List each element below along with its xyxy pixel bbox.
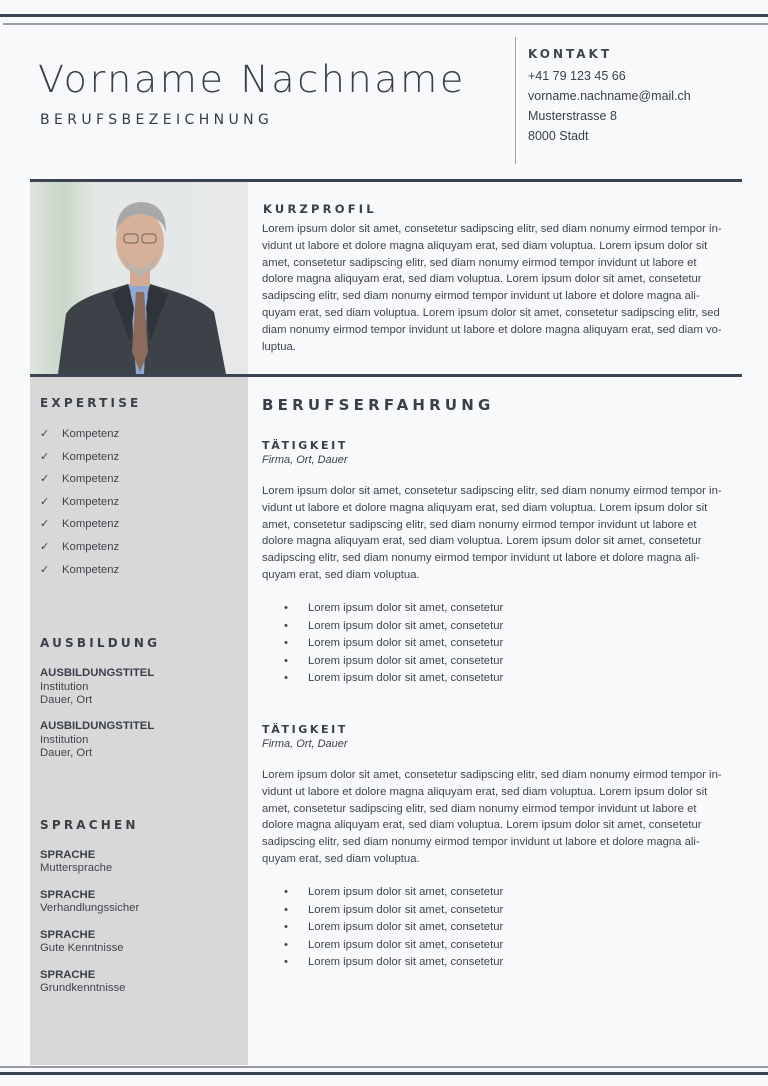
bullet-item bbox=[284, 954, 503, 972]
experience-heading: BERUFSERFAHRUNG bbox=[262, 396, 495, 414]
job-bullet-list bbox=[284, 600, 503, 688]
expertise-item bbox=[40, 540, 119, 553]
education-details: Dauer, Ort bbox=[40, 747, 93, 759]
bullet-icon: • bbox=[284, 886, 288, 898]
check-icon: ✓ bbox=[40, 564, 50, 576]
job-title: TÄTIGKEIT bbox=[262, 439, 348, 452]
contact-email[interactable]: vorname.nachname@mail.ch bbox=[528, 89, 691, 103]
job-line: amet, consetetur sadipscing elitr, sed diam nonumy eirmod tempor invidunt ut labore et bbox=[262, 518, 697, 531]
profile-line: amet, consetetur sadipscing elitr, sed diam nonumy eirmod tempor invidunt ut labore et bbox=[262, 256, 697, 269]
language-title: SPRACHE bbox=[40, 889, 96, 901]
bullet-text: Lorem ipsum dolor sit amet, consetetur bbox=[308, 602, 504, 614]
job-line: sadipscing elitr, sed diam nonumy eirmod tempor invidunt ut labore et dolore magna ali- bbox=[262, 552, 700, 565]
education-institution: Institution bbox=[40, 734, 89, 746]
education-details: Dauer, Ort bbox=[40, 694, 93, 706]
language-title: SPRACHE bbox=[40, 929, 96, 941]
bullet-icon: • bbox=[284, 602, 288, 614]
contact-street: Musterstrasse 8 bbox=[528, 109, 617, 123]
expertise-item bbox=[40, 472, 119, 485]
bottom-rule-gray bbox=[0, 1066, 768, 1068]
bullet-item bbox=[284, 653, 503, 671]
job-line: sadipscing elitr, sed diam nonumy eirmod tempor invidunt ut labore et dolore magna ali- bbox=[262, 836, 700, 849]
bullet-icon: • bbox=[284, 637, 288, 649]
expertise-label: Kompetenz bbox=[62, 496, 120, 508]
bullet-text: Lorem ipsum dolor sit amet, consetetur bbox=[308, 921, 504, 933]
bullet-item bbox=[284, 600, 503, 618]
profile-line: diam nonumy eirmod tempor invidunt ut labore et dolore magna aliquyam erat, sed diam vo- bbox=[262, 323, 722, 336]
expertise-label: Kompetenz bbox=[62, 518, 120, 530]
job-line: vidunt ut labore et dolore magna aliquyam erat, sed diam voluptua. Lorem ipsum dolor sit bbox=[262, 785, 708, 798]
bullet-item bbox=[284, 635, 503, 653]
profile-line: dolore magna aliquyam erat, sed diam voluptua. Lorem ipsum dolor sit amet, consetetur bbox=[262, 273, 702, 286]
job-subtitle: Firma, Ort, Dauer bbox=[262, 454, 348, 466]
job-description bbox=[262, 483, 742, 584]
expertise-item bbox=[40, 427, 119, 440]
profile-line: vidunt ut labore et dolore magna aliquyam erat, sed diam voluptua. Lorem ipsum dolor sit bbox=[262, 239, 708, 252]
bullet-text: Lorem ipsum dolor sit amet, consetetur bbox=[308, 637, 504, 649]
bullet-item bbox=[284, 618, 503, 636]
education-institution: Institution bbox=[40, 681, 89, 693]
portrait-image bbox=[30, 182, 248, 374]
expertise-item bbox=[40, 495, 119, 508]
bullet-icon: • bbox=[284, 938, 288, 951]
contact-divider bbox=[515, 37, 516, 164]
profile-text bbox=[262, 221, 742, 355]
job-line: vidunt ut labore et dolore magna aliquyam erat, sed diam voluptua. Lorem ipsum dolor sit bbox=[262, 501, 708, 514]
profile-photo bbox=[30, 182, 248, 374]
check-icon: ✓ bbox=[40, 473, 50, 485]
job-line: amet, consetetur sadipscing elitr, sed diam nonumy eirmod tempor invidunt ut labore et bbox=[262, 802, 697, 815]
job-line: Lorem ipsum dolor sit amet, consetetur sadipscing elitr, sed diam nonumy eirmod tempor in- bbox=[262, 769, 722, 781]
profile-line: luptua. bbox=[262, 340, 296, 353]
bullet-text: Lorem ipsum dolor sit amet, consetetur bbox=[308, 956, 504, 968]
applicant-name: Vorname Nachname bbox=[38, 58, 466, 101]
expertise-label: Kompetenz bbox=[62, 451, 120, 463]
job-description bbox=[262, 767, 742, 868]
education-title: AUSBILDUNGSTITEL bbox=[40, 720, 155, 732]
job-subtitle: Firma, Ort, Dauer bbox=[262, 738, 348, 750]
bullet-item bbox=[284, 902, 503, 920]
education-heading: AUSBILDUNG bbox=[40, 636, 161, 650]
bullet-text: Lorem ipsum dolor sit amet, consetetur bbox=[308, 654, 504, 667]
profile-line: quyam erat, sed diam voluptua. Lorem ipsum dolor sit amet, consetetur sadipscing elitr, sed bbox=[262, 306, 720, 319]
language-level: Verhandlungssicher bbox=[40, 902, 140, 914]
contact-city: 8000 Stadt bbox=[528, 129, 589, 143]
profile-heading: KURZPROFIL bbox=[263, 202, 377, 216]
bullet-icon: • bbox=[284, 654, 288, 667]
language-title: SPRACHE bbox=[40, 849, 96, 861]
profile-line: sadipscing elitr, sed diam nonumy eirmod tempor invidunt ut labore et dolore magna ali- bbox=[262, 290, 700, 303]
bullet-icon: • bbox=[284, 921, 288, 933]
bullet-text: Lorem ipsum dolor sit amet, consetetur bbox=[308, 938, 504, 951]
bullet-icon: • bbox=[284, 903, 288, 916]
job-line: dolore magna aliquyam erat, sed diam voluptua. Lorem ipsum dolor sit amet, consetetur bbox=[262, 819, 702, 832]
bullet-icon: • bbox=[284, 619, 288, 632]
bullet-item bbox=[284, 919, 503, 937]
job-line: Lorem ipsum dolor sit amet, consetetur sadipscing elitr, sed diam nonumy eirmod tempor in- bbox=[262, 485, 722, 497]
bullet-item bbox=[284, 884, 503, 902]
top-rule-dark bbox=[0, 14, 768, 17]
check-icon: ✓ bbox=[40, 541, 50, 553]
education-title: AUSBILDUNGSTITEL bbox=[40, 667, 155, 679]
job-title: BERUFSBEZEICHNUNG bbox=[40, 112, 274, 128]
profile-line: Lorem ipsum dolor sit amet, consetetur sadipscing elitr, sed diam nonumy eirmod tempor in- bbox=[262, 223, 722, 235]
language-title: SPRACHE bbox=[40, 969, 96, 981]
expertise-label: Kompetenz bbox=[62, 473, 120, 485]
expertise-label: Kompetenz bbox=[62, 541, 120, 553]
bullet-text: Lorem ipsum dolor sit amet, consetetur bbox=[308, 886, 504, 898]
bottom-rule-dark bbox=[0, 1072, 768, 1075]
expertise-label: Kompetenz bbox=[62, 428, 120, 440]
bullet-text: Lorem ipsum dolor sit amet, consetetur bbox=[308, 619, 504, 632]
language-level: Gute Kenntnisse bbox=[40, 942, 124, 954]
expertise-item bbox=[40, 517, 119, 530]
job-line: dolore magna aliquyam erat, sed diam voluptua. Lorem ipsum dolor sit amet, consetetur bbox=[262, 535, 702, 548]
expertise-item bbox=[40, 450, 119, 463]
expertise-heading: EXPERTISE bbox=[40, 396, 142, 410]
bullet-text: Lorem ipsum dolor sit amet, consetetur bbox=[308, 672, 504, 684]
check-icon: ✓ bbox=[40, 496, 50, 508]
bullet-item bbox=[284, 937, 503, 955]
top-rule-gray bbox=[3, 23, 768, 25]
job-line: quyam erat, sed diam voluptua. bbox=[262, 852, 420, 865]
bullet-text: Lorem ipsum dolor sit amet, consetetur bbox=[308, 903, 504, 916]
contact-heading: KONTAKT bbox=[528, 47, 613, 61]
check-icon: ✓ bbox=[40, 518, 50, 530]
check-icon: ✓ bbox=[40, 428, 50, 440]
bullet-item bbox=[284, 670, 503, 688]
languages-heading: SPRACHEN bbox=[40, 818, 139, 832]
bullet-icon: • bbox=[284, 956, 288, 968]
language-level: Grundkenntnisse bbox=[40, 982, 126, 994]
job-line: quyam erat, sed diam voluptua. bbox=[262, 568, 420, 581]
bullet-icon: • bbox=[284, 672, 288, 684]
language-level: Muttersprache bbox=[40, 862, 113, 874]
job-title: TÄTIGKEIT bbox=[262, 723, 348, 736]
expertise-label: Kompetenz bbox=[62, 564, 120, 576]
contact-phone: +41 79 123 45 66 bbox=[528, 69, 626, 83]
check-icon: ✓ bbox=[40, 451, 50, 463]
expertise-item bbox=[40, 563, 119, 576]
job-bullet-list bbox=[284, 884, 503, 972]
